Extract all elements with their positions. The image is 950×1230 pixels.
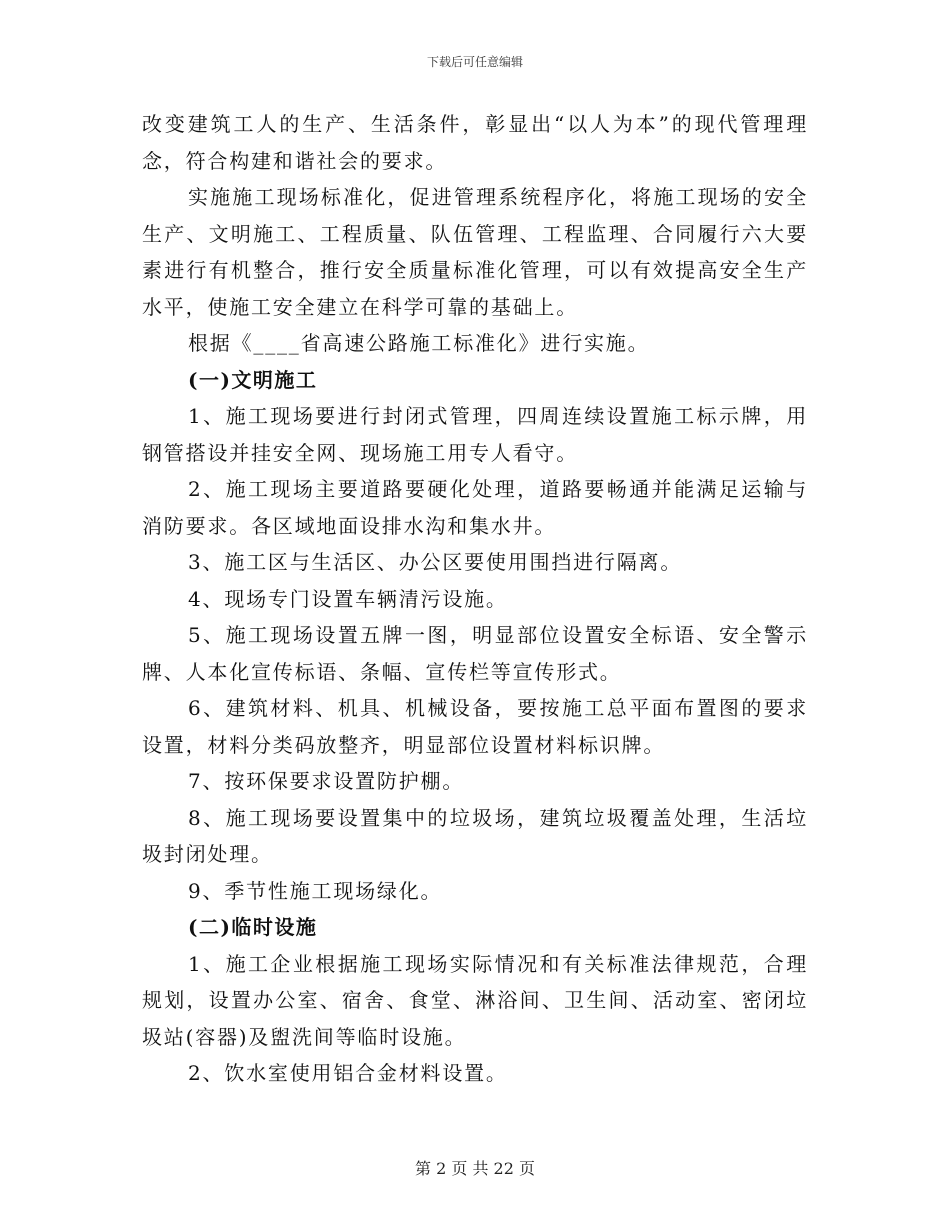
page-footer: 第 2 页 共 22 页 [415,1159,535,1178]
document-body [142,106,808,1092]
list-item: 6、建筑材料、机具、机械设备，要按施工总平面布置图的要求设置，材料分类码放整齐，明显部位设置材料标识牌。 [142,696,808,757]
list-item: 7、按环保要求设置防护棚。 [188,769,465,793]
list-item: 1、施工现场要进行封闭式管理，四周连续设置施工标示牌，用钢管搭设并挂安全网、现场施工用专人看守。 [142,404,808,465]
paragraph: 改变建筑工人的生产、生活条件，彰显出“以人为本”的现代管理理念，符合构建和谐社会的要求。 [142,112,808,173]
list-item: 8、施工现场要设置集中的垃圾场，建筑垃圾覆盖处理，生活垃圾封闭处理。 [142,805,808,866]
paragraph: 实施施工现场标准化，促进管理系统程序化，将施工现场的安全生产、文明施工、工程质量、队伍管理、工程监理、合同履行六大要素进行有机整合，推行安全质量标准化管理，可以有效提高安全生产水平，使施工安全建立在科学可靠的基础上。 [142,185,808,319]
list-item: 1、施工企业根据施工现场实际情况和有关标准法律规范，合理规划，设置办公室、宿舍、食堂、淋浴间、卫生间、活动室、密闭垃圾站(容器)及盥洗间等临时设施。 [142,951,808,1049]
list-item: 9、季节性施工现场绿化。 [188,878,443,903]
section-heading: (二)临时设施 [188,915,318,939]
page-header: 下载后可任意编辑 [426,55,523,69]
list-item: 3、施工区与生活区、办公区要使用围挡进行隔离。 [188,550,683,574]
list-item: 4、现场专门设置车辆清污设施。 [188,586,508,611]
list-item: 2、施工现场主要道路要硬化处理，道路要畅通并能满足运输与消防要求。各区域地面设排水沟和集水井。 [142,477,808,538]
list-item: 5、施工现场设置五牌一图，明显部位设置安全标语、安全警示牌、人本化宣传标语、条幅、宣传栏等宣传形式。 [142,623,808,684]
paragraph: 根据《____省高速公路施工标准化》进行实施。 [188,331,650,355]
list-item: 2、饮水室使用铝合金材料设置。 [188,1061,508,1085]
section-heading: (一)文明施工 [188,367,318,392]
